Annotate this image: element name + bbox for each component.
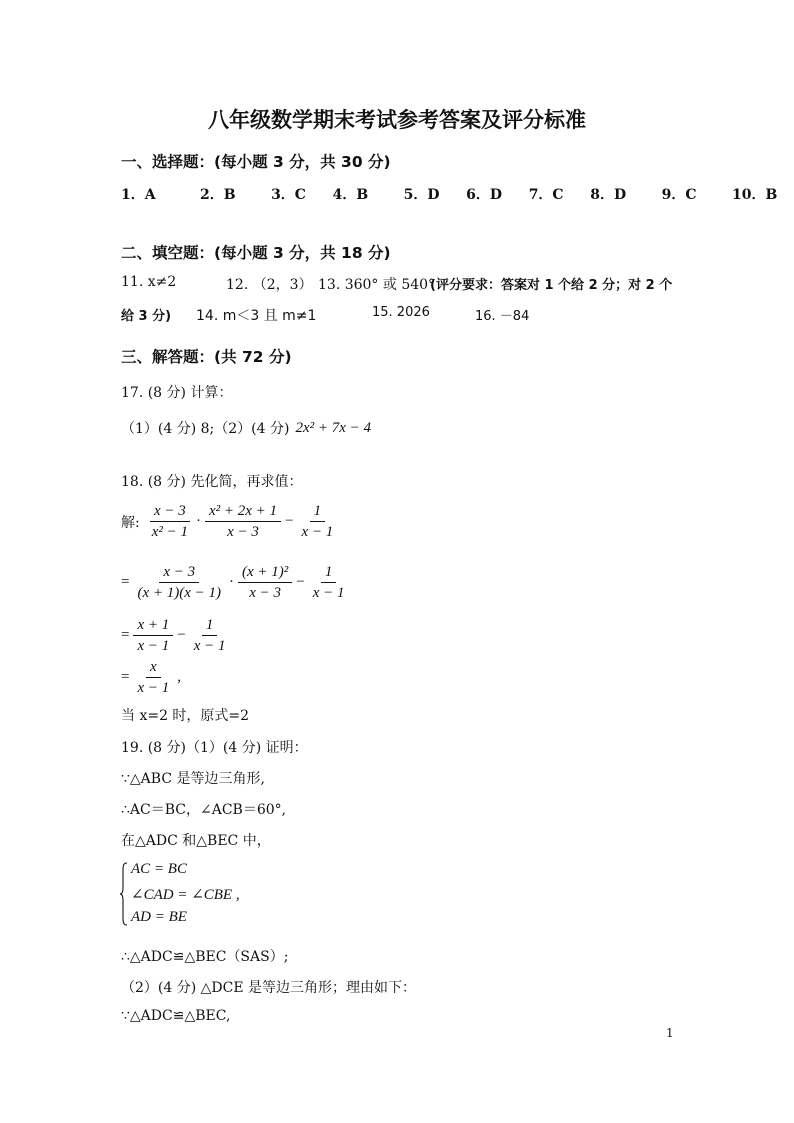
q19-line1: ∵△ABC 是等边三角形,	[121, 771, 265, 787]
answer-8: 8．D	[590, 187, 627, 203]
numerator: x + 1	[133, 616, 173, 636]
equals-sign: =	[121, 669, 130, 685]
numerator: (x + 1)²	[238, 563, 292, 583]
q19-system-line1: AC = BC	[131, 861, 187, 877]
section3-heading: 三、解答题：(共 72 分)	[121, 348, 292, 366]
q18-result: 当 x=2 时，原式=2	[121, 708, 250, 724]
denominator: x − 1	[193, 638, 226, 654]
q17-answer-expr: 2x² + 7x − 4	[295, 419, 372, 436]
q19-system-line3: AD = BE	[131, 909, 187, 925]
multiply-dot: ·	[196, 513, 201, 529]
minus-sign: −	[177, 627, 186, 643]
q19-line6: ∵△ADC≌△BEC,	[121, 1008, 231, 1024]
denominator: x − 3	[227, 524, 259, 540]
q17-label: 17. (8 分) 计算：	[121, 385, 233, 401]
q18-step2-fraction-2	[238, 563, 292, 602]
minus-sign: −	[285, 513, 294, 529]
answer-9: 9．C	[661, 187, 697, 203]
q19-system-line2: ∠CAD = ∠CBE ,	[131, 887, 240, 903]
minus-sign: −	[296, 574, 305, 590]
numerator: x² + 2x + 1	[205, 502, 281, 522]
comma: ,	[177, 669, 181, 685]
page-title: 八年级数学期末考试参考答案及评分标准	[208, 108, 586, 132]
denominator: x − 1	[301, 524, 334, 540]
answer-3: 3．C	[271, 187, 306, 203]
denominator: x − 1	[137, 680, 170, 696]
q18-solve-label: 解:	[121, 514, 140, 531]
q19-line5: （2）(4 分) △DCE 是等边三角形；理由如下：	[121, 980, 417, 996]
q18-step3-fraction-2	[190, 616, 230, 655]
fill-q13: 13. 360° 或 540°	[318, 277, 436, 293]
q17-answer	[121, 418, 371, 438]
fill-q14: 14. m＜3 且 m≠1	[196, 308, 317, 324]
page-number: 1	[666, 1026, 674, 1040]
section2-heading: 二、填空题：(每小题 3 分，共 18 分)	[121, 244, 391, 262]
answer-5: 5．D	[403, 187, 440, 203]
numerator: 1	[310, 502, 326, 522]
q18-step4	[119, 658, 183, 697]
q18-step1	[121, 502, 339, 541]
q18-fraction-3	[298, 502, 338, 541]
q19-line2: ∴AC＝BC，∠ACB＝60°,	[121, 802, 287, 818]
section1-heading: 一、选择题：(每小题 3 分，共 30 分)	[121, 153, 391, 171]
q17-answer-prefix: （1）(4 分) 8;（2）(4 分)	[121, 421, 290, 437]
fill-q12: 12. （2，3）	[226, 277, 313, 293]
numerator: x − 3	[150, 502, 190, 522]
denominator: (x + 1)(x − 1)	[137, 585, 222, 601]
equals-sign: =	[121, 627, 130, 643]
answer-7: 7．C	[528, 187, 564, 203]
q18-step3-fraction-1	[133, 616, 173, 655]
answer-2: 2．B	[199, 187, 236, 203]
left-brace-icon	[120, 862, 128, 926]
q19-line4: ∴△ADC≌△BEC（SAS）;	[121, 949, 289, 965]
answer-1: 1．A	[121, 187, 156, 203]
numerator: 1	[321, 563, 337, 583]
fill-q11: 11. x≠2	[121, 274, 177, 290]
denominator: x² − 1	[151, 524, 188, 540]
answer-10: 10．B	[731, 187, 778, 203]
answer-4: 4．B	[332, 187, 369, 203]
equals-sign: =	[121, 574, 130, 590]
numerator: x − 3	[159, 563, 199, 583]
q18-label: 18. (8 分) 先化简，再求值：	[121, 474, 303, 490]
multiply-dot: ·	[229, 574, 235, 590]
fill-q13-note: (评分要求：答案对 1 个给 2 分；对 2 个	[430, 278, 673, 293]
q18-step2-fraction-3	[309, 563, 349, 602]
q18-step3	[119, 616, 232, 655]
q19-line3: 在△ADC 和△BEC 中，	[121, 833, 271, 849]
choice-answers	[121, 184, 777, 204]
fill-q15: 15. 2026	[372, 305, 430, 320]
q19-label: 19. (8 分)（1）(4 分) 证明：	[121, 740, 308, 756]
q18-step2	[119, 563, 351, 602]
answer-6: 6．D	[466, 187, 503, 203]
numerator: x	[146, 658, 161, 678]
q18-fraction-2	[205, 502, 281, 541]
q18-fraction-1	[148, 502, 192, 541]
denominator: x − 1	[137, 638, 170, 654]
q18-step2-fraction-1	[133, 563, 225, 602]
fill-q13-note2: 给 3 分)	[121, 309, 172, 324]
fill-q16: 16. －84	[475, 309, 530, 324]
denominator: x − 1	[312, 585, 345, 601]
numerator: 1	[202, 616, 218, 636]
denominator: x − 3	[249, 585, 282, 601]
q18-step4-fraction	[133, 658, 173, 697]
